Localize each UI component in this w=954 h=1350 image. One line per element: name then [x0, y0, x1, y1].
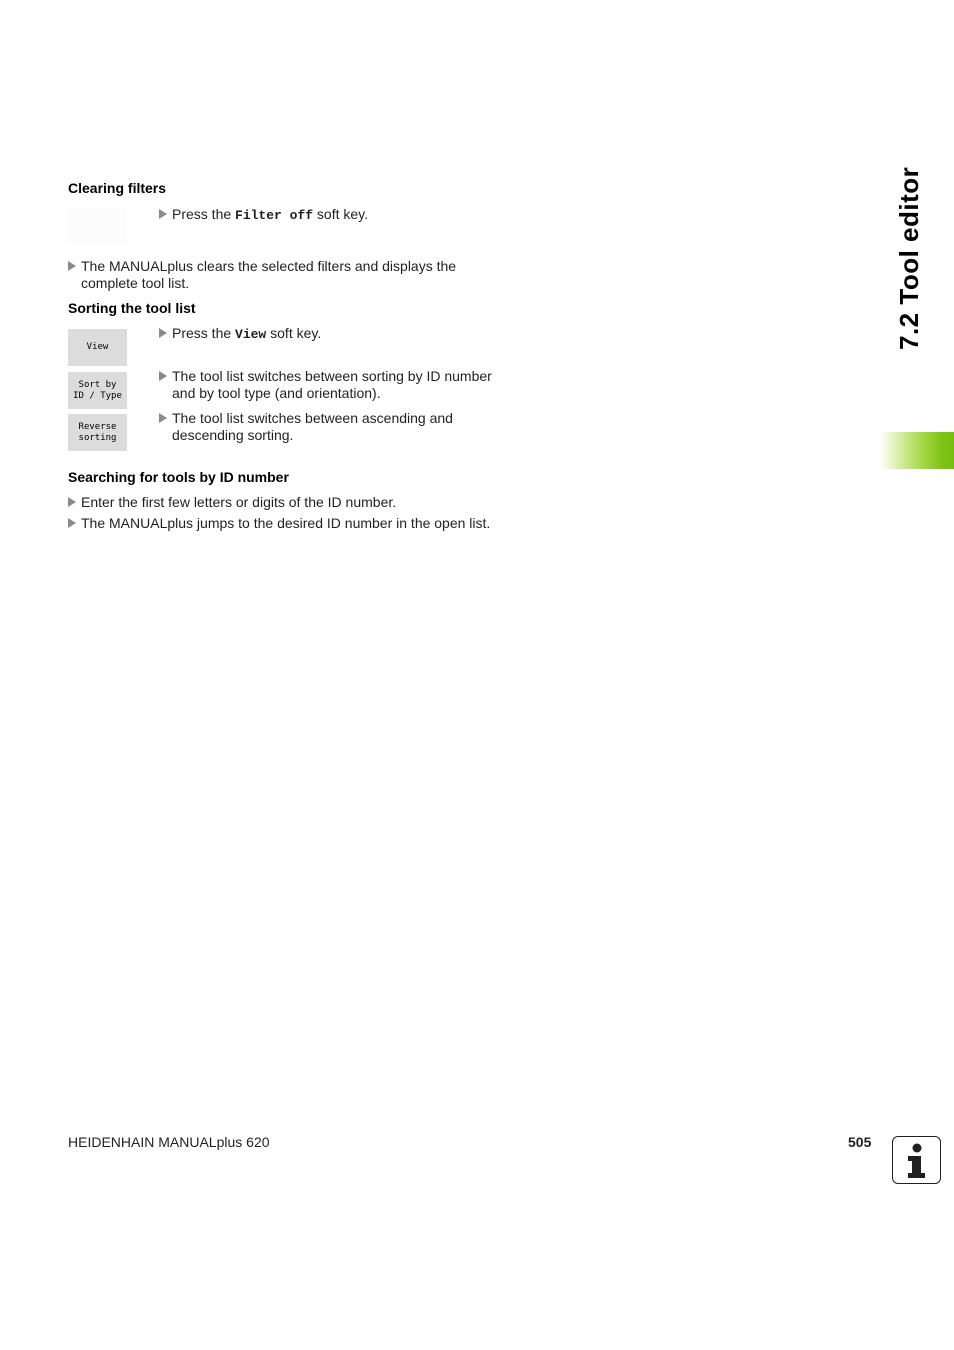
step-press-view: Press the View soft key.: [159, 325, 321, 344]
search-step-1: Enter the first few letters or digits of the ID number.: [68, 494, 396, 511]
footer-publisher: HEIDENHAIN MANUALplus 620: [68, 1134, 270, 1150]
step-press-filter-off: Press the Filter off soft key.: [159, 206, 368, 225]
result-clear-filters: The MANUALplus clears the selected filters and displays the complete tool list.: [68, 258, 456, 291]
softkey-filter-off-blank[interactable]: [68, 207, 127, 244]
arrow-bullet-icon: [68, 497, 76, 507]
arrow-bullet-icon: [159, 413, 167, 423]
page-number: 505: [848, 1134, 872, 1150]
softkey-view[interactable]: View: [68, 329, 127, 366]
section-heading-clearing-filters: Clearing filters: [68, 180, 167, 196]
softkey-sort-by-id-type[interactable]: Sort by ID / Type: [68, 372, 127, 409]
step-sort-by-id-type: The tool list switches between sorting by ID number and by tool type (and orientation).: [159, 368, 492, 401]
arrow-bullet-icon: [159, 328, 167, 338]
arrow-bullet-icon: [159, 209, 167, 219]
search-step-2: The MANUALplus jumps to the desired ID number in the open list.: [68, 515, 490, 532]
arrow-bullet-icon: [159, 371, 167, 381]
arrow-bullet-icon: [68, 518, 76, 528]
softkey-name-filter-off: Filter off: [235, 208, 314, 223]
step-reverse-sorting: The tool list switches between ascending and descending sorting.: [159, 410, 453, 443]
softkey-name-view: View: [235, 327, 267, 342]
section-heading-sorting: Sorting the tool list: [68, 300, 196, 316]
softkey-reverse-sorting[interactable]: Reverse sorting: [68, 414, 127, 451]
section-heading-searching: Searching for tools by ID number: [68, 469, 289, 485]
chapter-tab-marker: [880, 432, 954, 469]
info-icon: [892, 1136, 941, 1184]
arrow-bullet-icon: [68, 261, 76, 271]
